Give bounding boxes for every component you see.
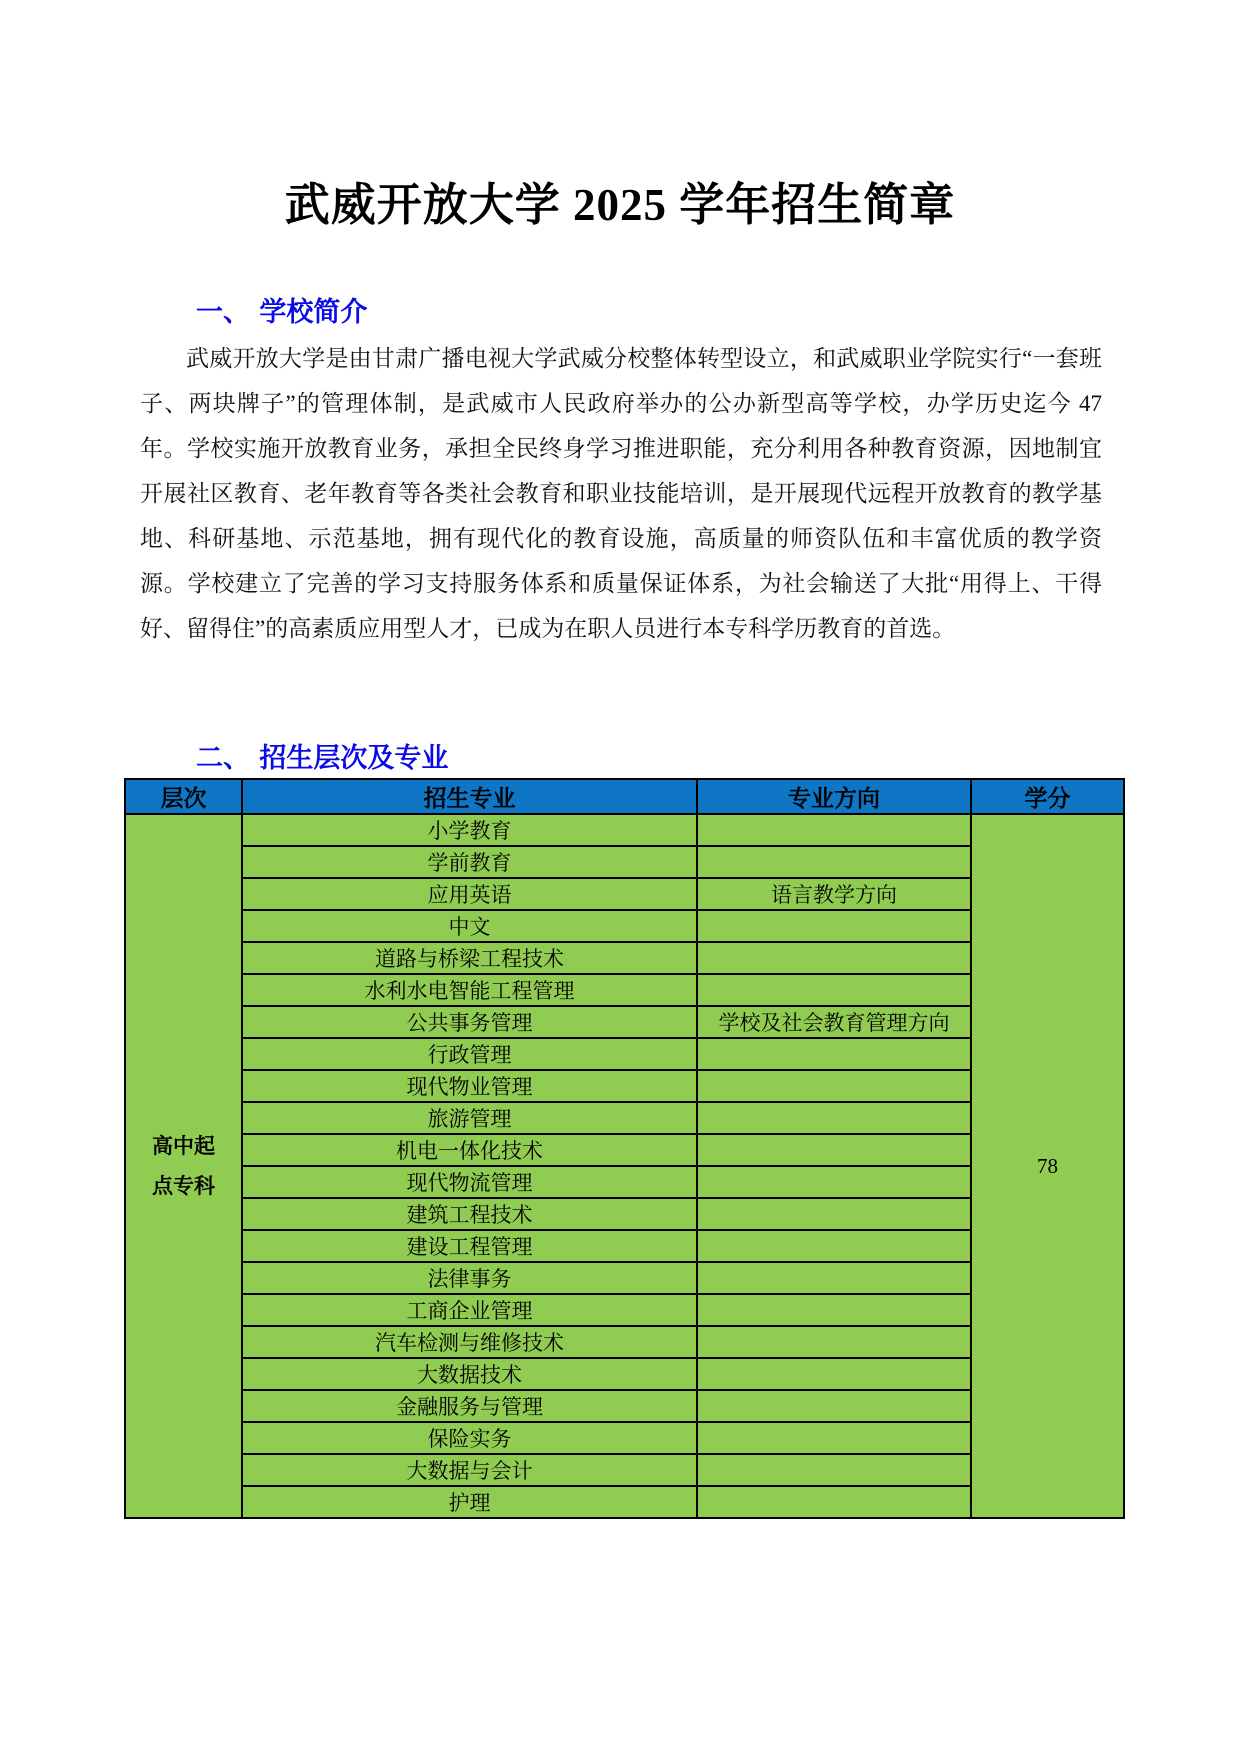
major-cell: 建筑工程技术	[242, 1198, 697, 1230]
direction-cell	[697, 1486, 971, 1518]
direction-cell	[697, 1454, 971, 1486]
major-cell: 应用英语	[242, 878, 697, 910]
direction-cell: 语言教学方向	[697, 878, 971, 910]
major-cell: 护理	[242, 1486, 697, 1518]
direction-cell	[697, 1134, 971, 1166]
header-cell-direction: 专业方向	[697, 779, 971, 814]
admissions-table	[124, 778, 1125, 1519]
direction-cell	[697, 846, 971, 878]
header-cell-major: 招生专业	[242, 779, 697, 814]
direction-cell	[697, 1326, 971, 1358]
school-intro-paragraph: 武威开放大学是由甘肃广播电视大学武威分校整体转型设立，和武威职业学院实行“一套班子、两块牌子”的管理体制，是武威市人民政府举办的公办新型高等学校，办学历史迄今 47 年。学校实施开放教育业务，承担全民终身学习推进职能，充分利用各种教育资源，因地制宜开展社区教育、老年教育等各类社会教育和职业技能培训，是开展现代远程开放教育的教学基地、科研基地、示范基地，拥有现代化的教育设施，高质量的师资队伍和丰富优质的教学资源。学校建立了完善的学习支持服务体系和质量保证体系，为社会输送了大批“用得上、干得好、留得住”的高素质应用型人才，已成为在职人员进行本专科学历教育的首选。	[140, 346, 1102, 641]
major-cell: 公共事务管理	[242, 1006, 697, 1038]
direction-cell	[697, 910, 971, 942]
direction-cell	[697, 1358, 971, 1390]
direction-cell: 学校及社会教育管理方向	[697, 1006, 971, 1038]
direction-cell	[697, 1230, 971, 1262]
admissions-table-header	[125, 779, 1124, 814]
major-cell: 现代物流管理	[242, 1166, 697, 1198]
major-cell: 学前教育	[242, 846, 697, 878]
major-cell: 旅游管理	[242, 1102, 697, 1134]
header-cell-credits: 学分	[971, 779, 1124, 814]
level-text: 高中起点专科	[152, 1134, 215, 1198]
level-cell	[125, 814, 242, 1518]
direction-cell	[697, 1294, 971, 1326]
major-cell: 行政管理	[242, 1038, 697, 1070]
direction-cell	[697, 1038, 971, 1070]
table-row	[125, 814, 1124, 846]
major-cell: 小学教育	[242, 814, 697, 846]
section-heading-admission-levels: 二、 招生层次及专业	[196, 743, 449, 774]
direction-cell	[697, 1390, 971, 1422]
direction-cell	[697, 1198, 971, 1230]
major-cell: 现代物业管理	[242, 1070, 697, 1102]
direction-cell	[697, 1422, 971, 1454]
credits-cell: 78	[971, 814, 1124, 1518]
direction-cell	[697, 974, 971, 1006]
direction-cell	[697, 1102, 971, 1134]
major-cell: 道路与桥梁工程技术	[242, 942, 697, 974]
direction-cell	[697, 1070, 971, 1102]
major-cell: 工商企业管理	[242, 1294, 697, 1326]
direction-cell	[697, 1166, 971, 1198]
section-heading-school-intro: 一、 学校简介	[196, 297, 368, 328]
major-cell: 汽车检测与维修技术	[242, 1326, 697, 1358]
page-title: 武威开放大学 2025 学年招生简章	[284, 180, 956, 230]
direction-cell	[697, 942, 971, 974]
major-cell: 机电一体化技术	[242, 1134, 697, 1166]
major-cell: 大数据技术	[242, 1358, 697, 1390]
major-cell: 建设工程管理	[242, 1230, 697, 1262]
direction-cell	[697, 814, 971, 846]
major-cell: 金融服务与管理	[242, 1390, 697, 1422]
major-cell: 中文	[242, 910, 697, 942]
major-cell: 保险实务	[242, 1422, 697, 1454]
major-cell: 大数据与会计	[242, 1454, 697, 1486]
major-cell: 水利水电智能工程管理	[242, 974, 697, 1006]
header-cell-level: 层次	[125, 779, 242, 814]
header-row	[125, 779, 1124, 814]
direction-cell	[697, 1262, 971, 1294]
admissions-table-body	[125, 814, 1124, 1518]
major-cell: 法律事务	[242, 1262, 697, 1294]
